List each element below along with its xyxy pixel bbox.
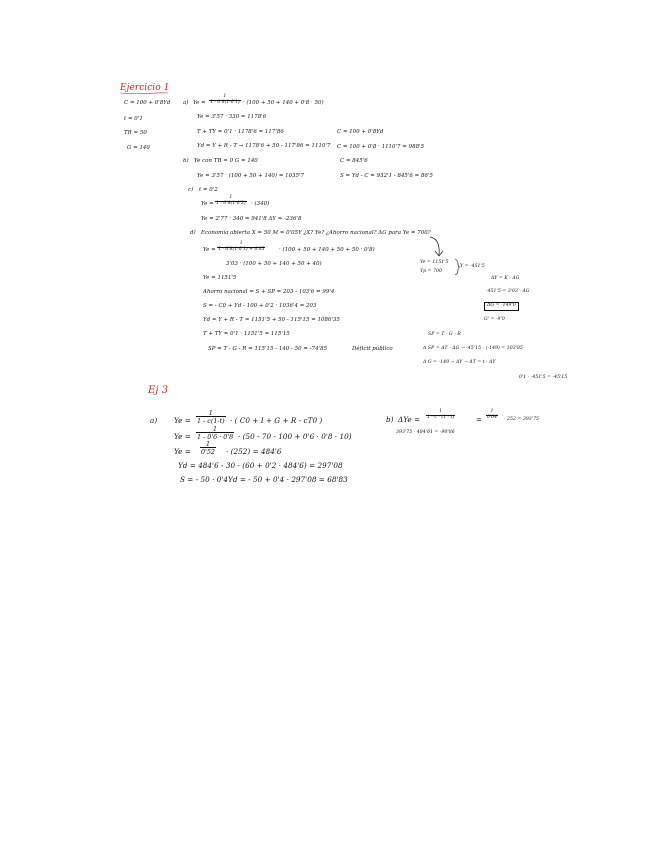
part-b-ye-result: Ye = 3'57 · (100 + 50 + 140) = 1035'7 [197, 173, 305, 179]
arrow-shaft [430, 237, 439, 255]
fraction-denominator: 1 - 0'6 · 0'8 [197, 432, 234, 441]
ej3-a-ye-result: · (252) = 484'6 [226, 447, 282, 456]
ej3-b-equals: = [476, 415, 483, 424]
ej3-b-result: · 252 = 393'75 [504, 417, 540, 422]
part-d-sp-definition: SP = T - G - R [428, 332, 461, 337]
part-b-savings: S = Yd - C = 932'1 - 845'6 = 86'5 [340, 173, 433, 179]
part-c-label: c) [188, 187, 194, 193]
fraction-numerator: 1 [490, 409, 494, 414]
part-d-private-savings: S = - C0 + Yd - 100 + 0'2 · 1036'4 = 203 [203, 303, 317, 309]
ej3-a-disposable-income: Yd = 484'6 - 30 - (60 + 0'2 · 484'6) = 297'08 [178, 461, 343, 470]
part-c-new-tax-rate: t = 0'2 [199, 187, 218, 193]
fraction-numerator: 1 [229, 195, 233, 200]
part-d-ye-prefix: Ye = [203, 247, 216, 253]
param-tax-rate: t = 0'1 [124, 116, 143, 122]
fraction-denominator: 1 - 0'8(1-0'2) [216, 201, 246, 207]
ej3-a-general-autonomous: · ( C0 + I + G + R - cT0 ) [230, 416, 323, 425]
ej3-b-general-multiplier [426, 410, 455, 421]
part-d-tax-line: T + TY = 0'1 · 1151'5 = 115'15 [203, 331, 290, 337]
part-d-multiplier-relation: ΔY = K · ΔG [491, 276, 520, 281]
part-d-public-savings: SP = T - G - R = 115'15 - 140 - 50 = -74'85 [208, 346, 328, 352]
part-d-new-g: G' = -9'0 [484, 317, 505, 322]
param-transfers: TR = 50 [124, 130, 147, 136]
fraction-denominator: 1 - 0'8(1-0'1) [210, 100, 240, 106]
fraction-denominator: 1 - c(1-t) [197, 416, 225, 425]
ej3-a-savings: S = - 50 · 0'4Yd = - 50 + 0'4 · 297'08 = 68'83 [180, 475, 348, 484]
part-d-autonomous-sum: · (100 + 50 + 140 + 50 + 50 · 0'8) [279, 247, 375, 253]
ej3-b-difference: 393'75 - 484'61 = -90'86 [396, 430, 455, 435]
ej3-part-b-label: b) [386, 415, 394, 424]
ej3-part-a-label: a) [150, 416, 158, 425]
fraction-numerator: 1 [208, 409, 213, 417]
fraction-denominator: 0'64 [487, 415, 498, 421]
part-d-deficit-note: Déficit público [352, 346, 393, 352]
part-b-consumption: C = 845'6 [340, 158, 368, 164]
part-b-label: b) [183, 158, 189, 164]
exercise-3-title: Ej 3 [148, 385, 169, 396]
part-d-disposable-income: Yd = Y + R - T = 1151'5 + 50 - 115'15 = 1086'35 [203, 317, 340, 323]
fraction-denominator: 1 - 0'8(1-0'1) + 0'05 [218, 247, 265, 253]
fraction-numerator: 1 [223, 94, 227, 99]
fraction-numerator: 1 [213, 425, 218, 433]
exercise-1-title: Ejercicio 1 [120, 83, 170, 93]
part-d-delta-chain: Δ G = -149 → ΔY → ΔT = t · ΔY [423, 360, 496, 365]
fraction-numerator: 1 [205, 440, 211, 448]
part-a-autonomous-sum: · (100 + 50 + 140 + 0'8 · 50) [243, 100, 324, 106]
ej3-a-ye-prefix-2: Ye = [174, 432, 191, 441]
part-d-gap: Y = -451'5 [460, 264, 485, 269]
part-d-delta-sp: Δ SP = ΔT - ΔG → -45'15 - (-149) = 103'85 [423, 346, 523, 351]
part-a-disposable-income: Yd = Y + R - T → 1178'6 + 50 - 117'86 = 1110'7 [197, 143, 331, 149]
ej3-a-numeric-multiplier [196, 426, 234, 440]
ej3-a-numeric-autonomous: · (50 - 70 - 100 + 0'6 · 0'8 · 10) [238, 432, 352, 441]
part-a-label: a) [183, 100, 189, 106]
fraction-denominator: 0'52 [201, 447, 215, 456]
part-c-autonomous: · (340) [251, 201, 270, 207]
part-d-delta-g-result: ΔG = -149'0 [484, 302, 519, 311]
fraction-numerator: 1 [239, 241, 243, 246]
part-a-ye-result: Ye = 3'57 · 330 = 1178'6 [197, 114, 267, 120]
part-d-multiplier-substitution: -451'5 = 3'03 · ΔG [486, 289, 530, 294]
part-d-ye-equilibrium: Ye = 1151'5 [420, 260, 449, 265]
part-a-tax-line: T + TY = 0'1 · 1178'6 = 117'86 [197, 129, 284, 135]
ej3-a-simplified-multiplier [200, 441, 216, 455]
arrow-head [435, 251, 443, 256]
part-d-multiplier-value: 3'03 · (100 + 50 + 140 + 50 + 40) [226, 261, 322, 267]
part-d-delta-t: 0'1 · -451'5 = -45'15 [519, 375, 568, 380]
part-d-heading: Economía abierta X = 50 M = 0'05Y ¿X? Ye? ¿Ahorro nacional? ΔG para Ye = 700? [201, 230, 431, 236]
part-c-result: Ye = 2'77 · 340 = 941'8 ΔY = -236'8 [201, 216, 302, 222]
ej3-b-numeric-multiplier [486, 410, 498, 421]
part-d-multiplier-fraction [217, 242, 265, 253]
part-d-yp-target: Yp = 700 [420, 269, 442, 274]
part-b-conditions: Ye con TR = 0 G = 140 [194, 158, 258, 164]
ej3-a-ye-prefix-3: Ye = [174, 447, 191, 456]
part-c-multiplier-fraction [215, 196, 247, 207]
part-c-ye-prefix: Ye = [201, 201, 214, 207]
fraction-numerator: 1 [439, 409, 443, 414]
param-consumption: C = 100 + 0'8Yd [124, 100, 171, 106]
part-d-national-savings: Ahorro nacional = S + SP = 203 - 103'6 = 99'4 [203, 289, 335, 295]
param-government: G = 140 [127, 145, 150, 151]
fraction-denominator: 1 - c · (1 - t) [427, 415, 455, 421]
part-d-ye-result: Ye = 1151'5 [203, 275, 237, 281]
ej3-a-general-multiplier [196, 410, 226, 424]
part-a-ye-prefix: Ye = [193, 100, 206, 106]
part-a-consumption-function: C = 100 + 0'8Yd [337, 129, 384, 135]
ej3-b-delta-prefix: ΔYe = [398, 415, 421, 424]
ej3-a-ye-prefix-1: Ye = [174, 416, 191, 425]
part-a-multiplier-fraction [209, 95, 241, 106]
part-d-label: d) [190, 230, 196, 236]
part-a-consumption-result: C = 100 + 0'8 · 1110'7 = 988'5 [337, 144, 425, 150]
